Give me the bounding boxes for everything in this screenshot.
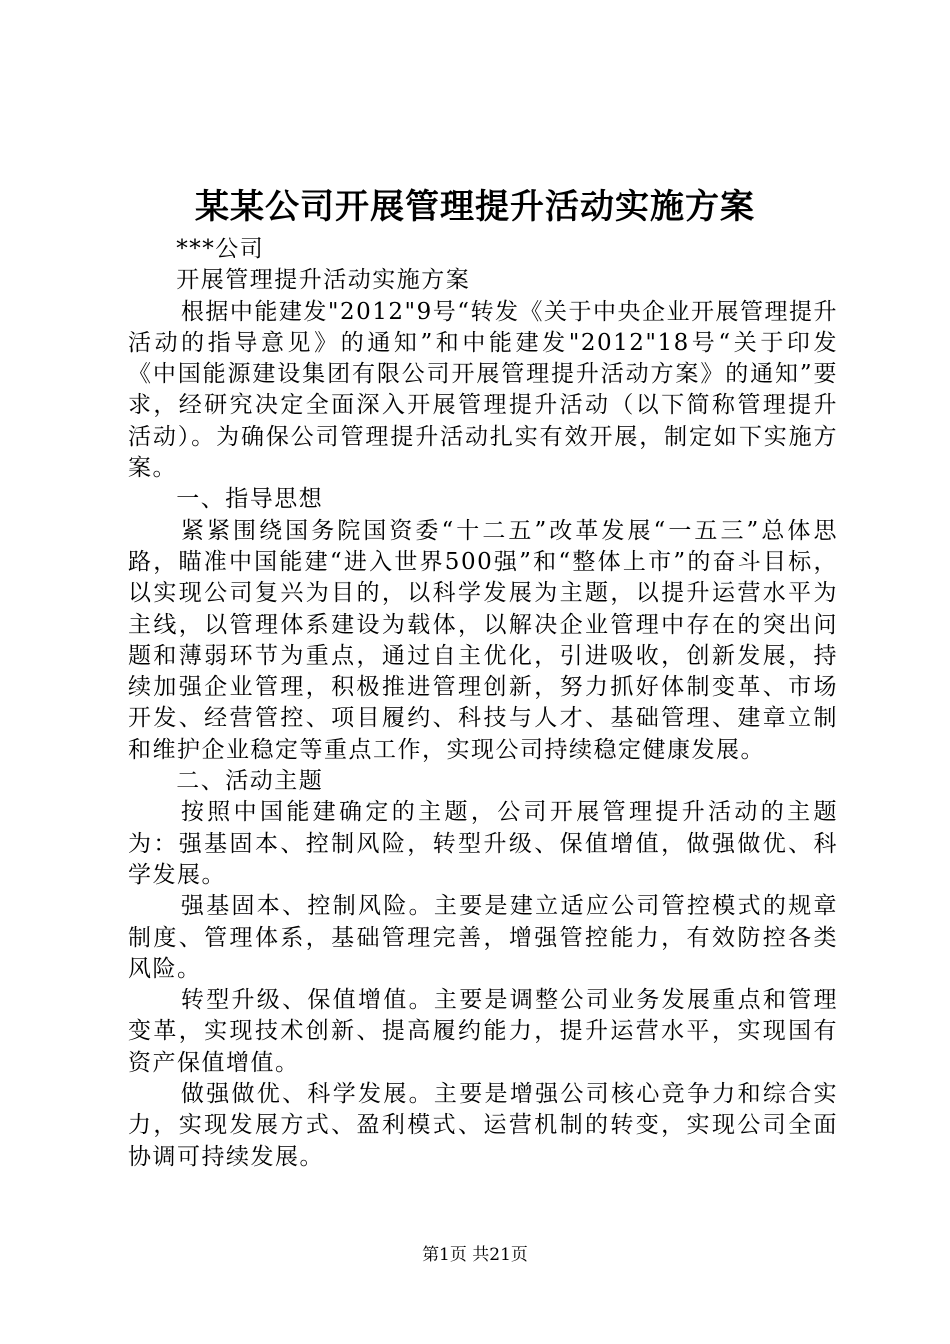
company-name-line: ***公司 xyxy=(176,236,265,262)
guiding-ideology-paragraph: 紧紧围绕国务院国资委“十二五”改革发展“一五三”总体思路，瞄准中国能建“进入世界500强”和“整体上市”的奋斗目标，以实现公司复兴为目的，以科学发展为主题，以提升运营水平为主线，以管理体系建设为载体，以解决企业管理中存在的突出问题和薄弱环节为重点，通过自主优化，引进吸收，创新发展，持续加强企业管理，积极推进管理创新，努力抓好体制变革、市场开发、经营管控、项目履约、科技与人才、基础管理、建章立制和维护企业稳定等重点工作，实现公司持续稳定健康发展。 xyxy=(128,517,838,763)
subtitle-line: 开展管理提升活动实施方案 xyxy=(176,267,471,294)
document-title: 某某公司开展管理提升活动实施方案 xyxy=(195,187,755,227)
activity-theme-paragraph: 按照中国能建确定的主题，公司开展管理提升活动的主题为：强基固本、控制风险，转型升级、保值增值，做强做优、科学发展。 xyxy=(128,799,838,888)
page-number-footer: 第1页 共21页 xyxy=(422,1245,528,1265)
theme-point-transformation: 转型升级、保值增值。主要是调整公司业务发展重点和管理变革，实现技术创新、提高履约能力，提升运营水平，实现国有资产保值增值。 xyxy=(128,987,838,1076)
document-body xyxy=(128,234,838,1173)
theme-point-foundation: 强基固本、控制风险。主要是建立适应公司管控模式的规章制度、管理体系，基础管理完善，增强管控能力，有效防控各类风险。 xyxy=(128,893,838,982)
section-heading-activity-theme: 二、活动主题 xyxy=(176,768,324,795)
theme-point-development: 做强做优、科学发展。主要是增强公司核心竞争力和综合实力，实现发展方式、盈利模式、运营机制的转变，实现公司全面协调可持续发展。 xyxy=(128,1081,838,1170)
intro-paragraph: 根据中能建发"2012"9号“转发《关于中央企业开展管理提升活动的指导意见》的通知”和中能建发"2012"18号“关于印发《中国能源建设集团有限公司开展管理提升活动方案》的通知”要求，经研究决定全面深入开展管理提升活动（以下简称管理提升活动）。为确保公司管理提升活动扎实有效开展，制定如下实施方案。 xyxy=(128,298,838,482)
section-heading-guiding-ideology: 一、指导思想 xyxy=(176,486,324,513)
